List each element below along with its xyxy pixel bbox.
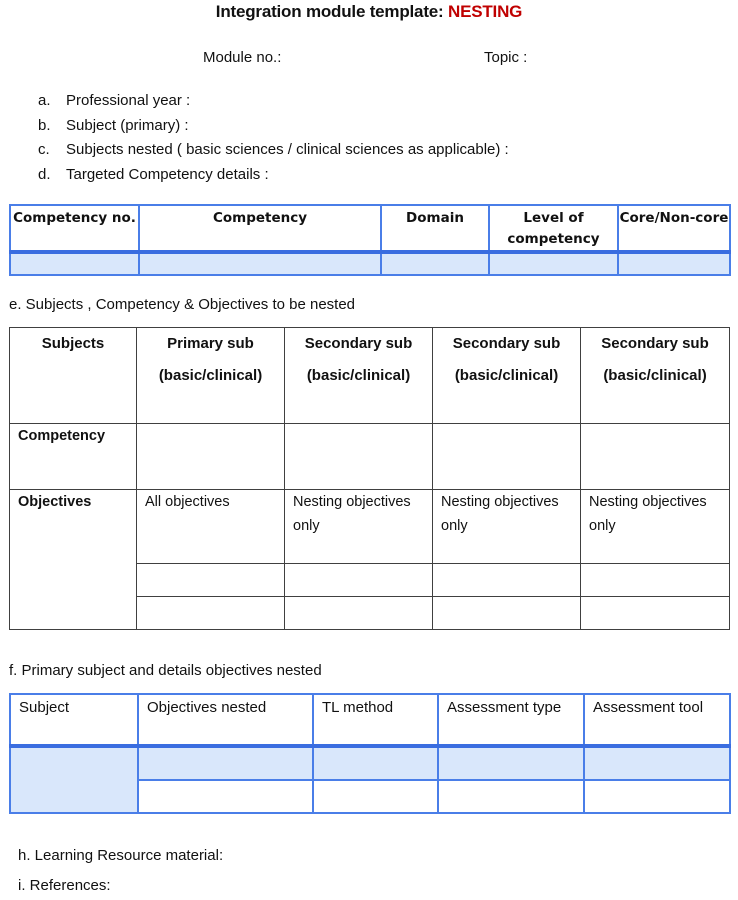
cell-blank[interactable] [285,564,433,597]
header-primary-sub [137,328,285,424]
competency-row [10,424,730,490]
list-item-subjects-nested [38,141,509,166]
header-line1: Primary sub [167,335,254,352]
cell-objectives-nested[interactable] [138,780,313,813]
list-text: Professional year : [66,92,191,109]
competency-table [9,204,731,276]
cell-blank[interactable] [581,597,730,630]
list-letter: c. [38,141,50,159]
module-no-label: Module no.: [203,49,282,66]
list-item-subject-primary [38,117,509,142]
header-line1: Secondary sub [452,335,561,352]
header-line2: (basic/clinical) [158,367,263,384]
header-line2: (basic/clinical) [306,367,411,384]
list-text: Subject (primary) : [66,116,189,134]
header-secondary-sub-3 [581,328,730,424]
list-item-targeted-competency [38,166,509,191]
table-row [10,746,730,780]
cell-objectives[interactable]: All objectives [137,490,285,564]
learning-resource-label: h. Learning Resource material: [18,847,224,864]
cell-blank[interactable] [581,564,730,597]
table-header-row [10,328,730,424]
cell-blank[interactable] [433,564,581,597]
header-subject: Subject [10,694,138,746]
header-line1: Secondary sub [601,335,709,352]
list-letter: a. [38,92,51,109]
header-domain: Domain [381,205,489,252]
cell-competency[interactable] [139,252,381,275]
header-competency: Competency [139,205,381,252]
cell-competency[interactable] [137,424,285,490]
list-text: Subjects nested ( basic sciences / clinical sciences as applicable) : [66,141,509,159]
cell-objectives[interactable]: Nesting objectives only [285,490,433,564]
cell-objectives-nested[interactable] [138,746,313,780]
list-text: Targeted Competency details : [66,166,269,184]
cell-blank[interactable] [137,564,285,597]
header-assessment-type: Assessment type [438,694,584,746]
title-prefix: Integration module template: [215,2,449,21]
header-assessment-tool: Assessment tool [584,694,730,746]
cell-blank[interactable] [137,597,285,630]
cell-tl-method[interactable] [313,746,438,780]
row-label-competency: Competency [10,424,137,490]
cell-competency[interactable] [285,424,433,490]
cell-blank[interactable] [433,597,581,630]
cell-tl-method[interactable] [313,780,438,813]
header-core-non-core: Core/Non-core [618,205,730,252]
header-line2: (basic/clinical) [603,367,707,384]
cell-competency[interactable] [433,424,581,490]
header-line2: (basic/clinical) [454,367,559,384]
header-level-of-competency: Level of competency [489,205,618,252]
nesting-subjects-table [9,327,730,630]
title-accent: NESTING [448,2,523,21]
cell-subject[interactable] [10,746,138,813]
cell-competency-no[interactable] [10,252,139,275]
list-letter: d. [38,166,51,184]
page-title [0,2,738,22]
section-f-label: f. Primary subject and details objectives nested [9,662,322,679]
cell-level[interactable] [489,252,618,275]
references-label: i. References: [18,877,111,894]
table-header-row [10,694,730,746]
header-subjects: Subjects [10,328,137,424]
cell-competency[interactable] [581,424,730,490]
section-e-label: e. Subjects , Competency & Objectives to be nested [9,296,356,313]
row-label-objectives: Objectives [10,490,137,630]
header-secondary-sub-2 [433,328,581,424]
cell-assessment-tool[interactable] [584,746,730,780]
table-row [10,252,730,275]
list-item-professional-year [38,92,509,117]
topic-label: Topic : [484,49,528,66]
table-header-row [10,205,730,252]
cell-assessment-type[interactable] [438,780,584,813]
header-tl-method: TL method [313,694,438,746]
cell-objectives[interactable]: Nesting objectives only [433,490,581,564]
cell-objectives[interactable]: Nesting objectives only [581,490,730,564]
header-line1: Secondary sub [304,335,413,352]
header-competency-no: Competency no. [10,205,139,252]
cell-domain[interactable] [381,252,489,275]
cell-core[interactable] [618,252,730,275]
cell-assessment-type[interactable] [438,746,584,780]
cell-assessment-tool[interactable] [584,780,730,813]
objectives-row [10,490,730,564]
header-objectives-nested: Objectives nested [138,694,313,746]
header-secondary-sub-1 [285,328,433,424]
details-list [38,92,509,191]
list-letter: b. [38,116,51,134]
cell-blank[interactable] [285,597,433,630]
primary-subject-table [9,693,731,814]
